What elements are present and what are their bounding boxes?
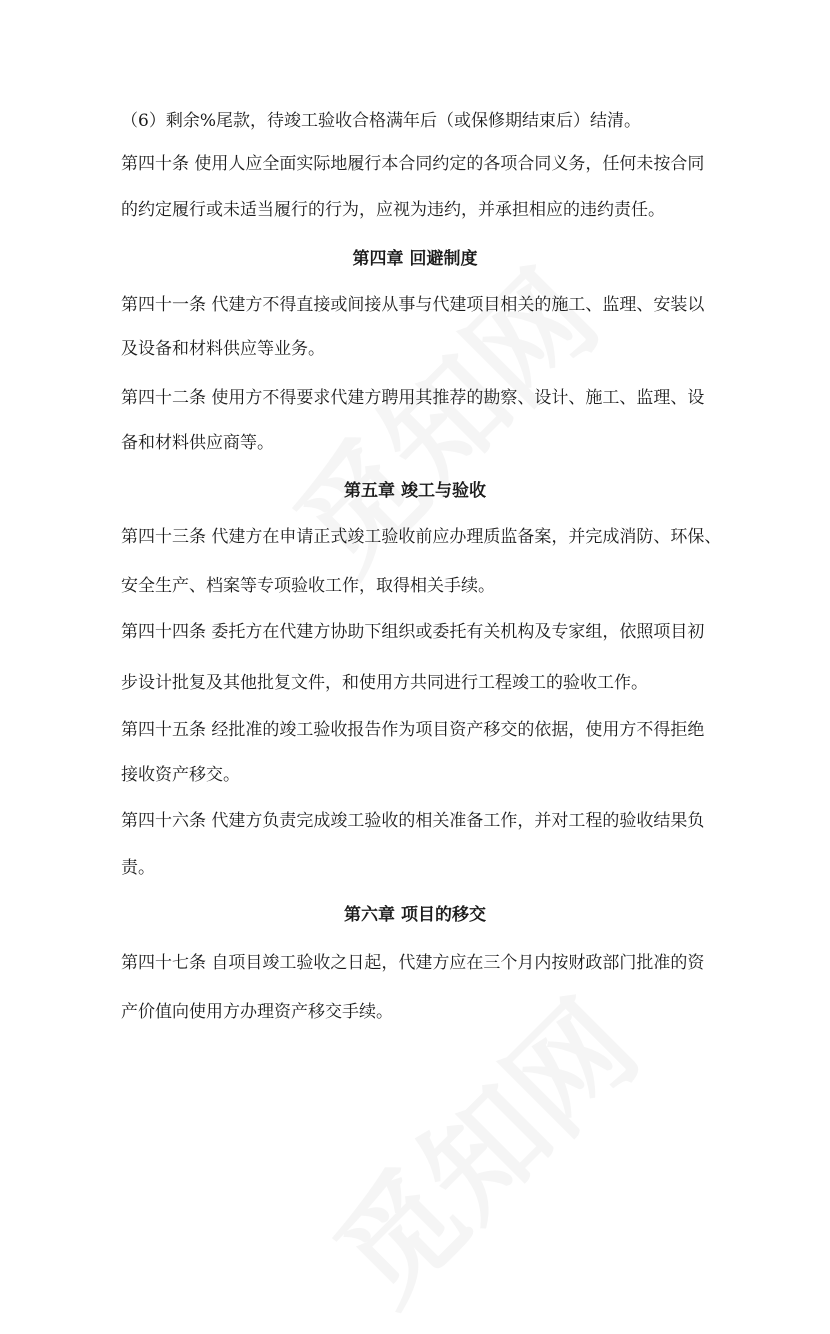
text-line: 步设计批复及其他批复文件，和使用方共同进行工程竣工的验收工作。 bbox=[121, 673, 648, 693]
chapter-heading: 第五章 竣工与验收 bbox=[344, 481, 486, 501]
chapter-heading: 第六章 项目的移交 bbox=[344, 905, 486, 925]
text-line: 接收资产移交。 bbox=[121, 765, 240, 785]
text-line: 备和材料供应商等。 bbox=[121, 433, 274, 453]
text-line: 第四十一条 代建方不得直接或间接从事与代建项目相关的施工、监理、安装以 bbox=[121, 295, 705, 315]
text-line: 第四十六条 代建方负责完成竣工验收的相关准备工作，并对工程的验收结果负 bbox=[121, 811, 705, 831]
text-line: 及设备和材料供应等业务。 bbox=[121, 339, 325, 359]
text-line: 第四十五条 经批准的竣工验收报告作为项目资产移交的依据，使用方不得拒绝 bbox=[121, 720, 705, 740]
text-line: 第四十七条 自项目竣工验收之日起，代建方应在三个月内按财政部门批准的资 bbox=[121, 953, 705, 973]
chapter-heading: 第四章 回避制度 bbox=[352, 249, 478, 269]
text-line: （6）剩余%尾款，待竣工验收合格满年后（或保修期结束后）结清。 bbox=[121, 111, 641, 131]
text-line: 的约定履行或未适当履行的行为，应视为违约，并承担相应的违约责任。 bbox=[121, 200, 665, 220]
text-line: 第四十四条 委托方在代建方协助下组织或委托有关机构及专家组，依照项目初 bbox=[121, 622, 705, 642]
text-line: 第四十三条 代建方在申请正式竣工验收前应办理质监备案，并完成消防、环保、 bbox=[121, 527, 722, 547]
text-line: 第四十条 使用人应全面实际地履行本合同约定的各项合同义务，任何未按合同 bbox=[121, 154, 705, 174]
text-line: 责。 bbox=[121, 858, 155, 878]
text-line: 产价值向使用方办理资产移交手续。 bbox=[121, 1002, 393, 1022]
text-line: 安全生产、档案等专项验收工作，取得相关手续。 bbox=[121, 576, 495, 596]
text-line: 第四十二条 使用方不得要求代建方聘用其推荐的勘察、设计、施工、监理、设 bbox=[121, 388, 705, 408]
